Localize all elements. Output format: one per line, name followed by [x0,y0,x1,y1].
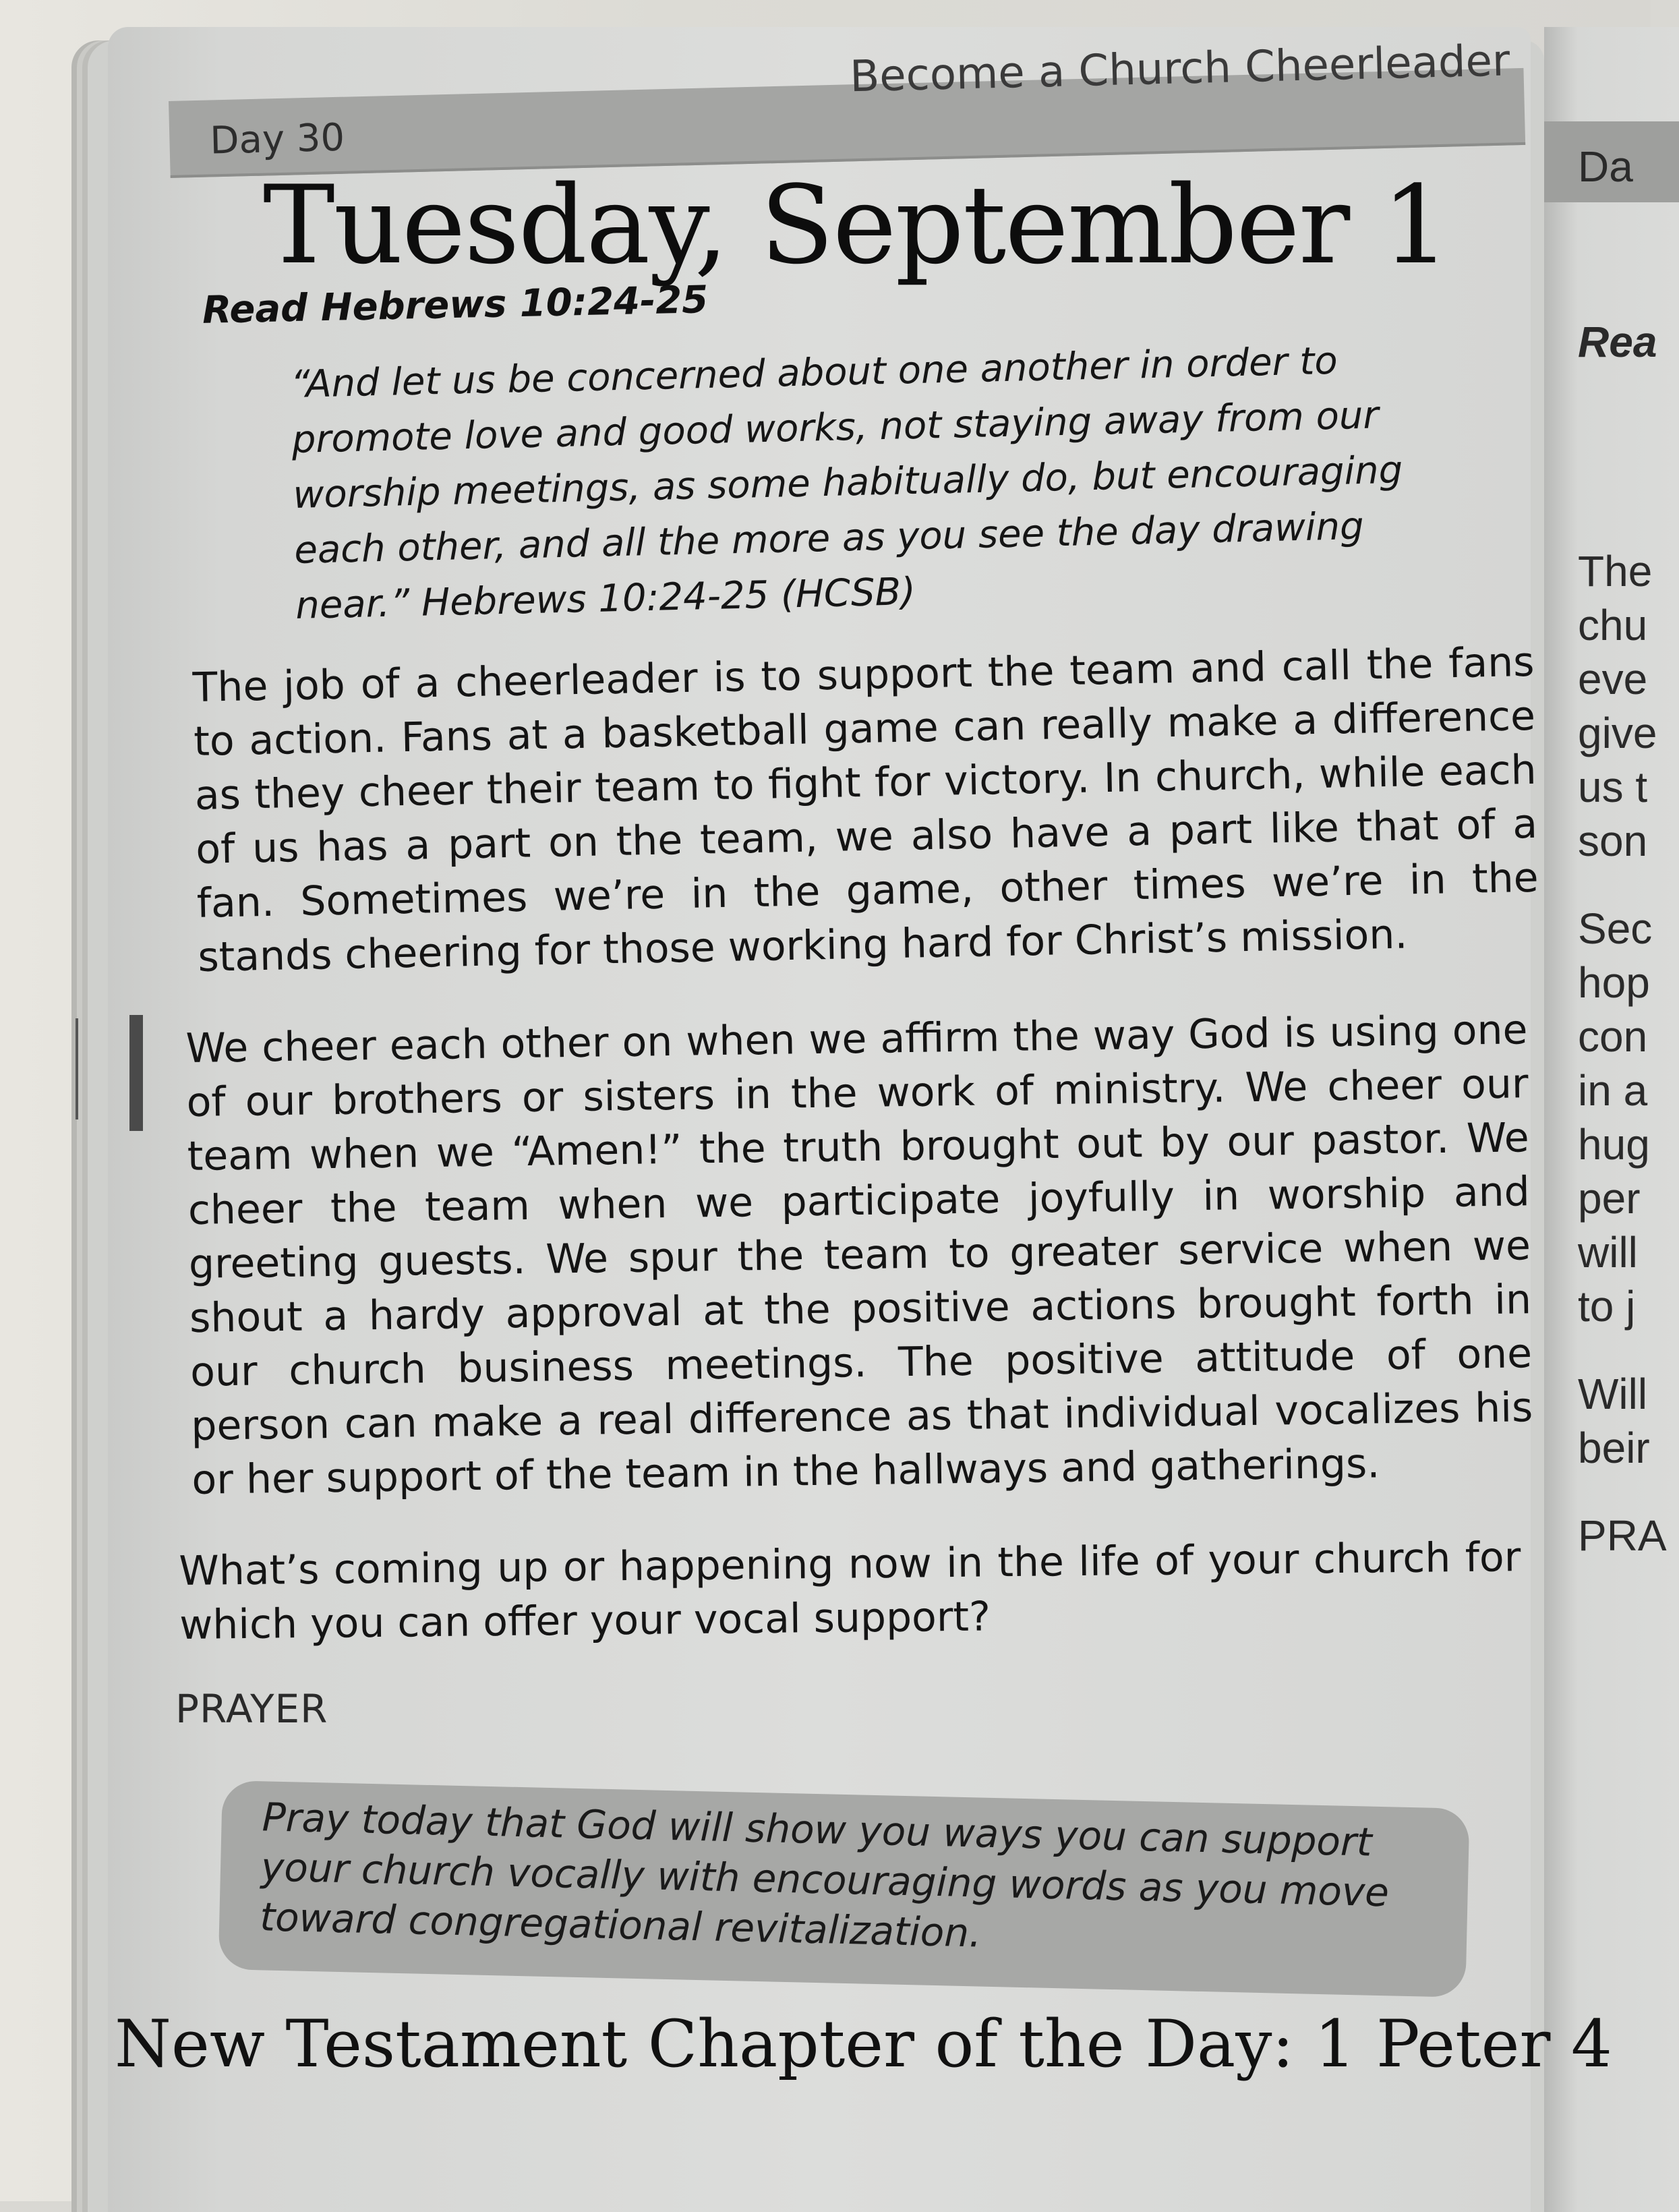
date-title: Tuesday, September 1 [263,162,1449,288]
prayer-box [218,1780,1470,1998]
next-page-line: us t [1578,763,1648,811]
next-page-line: hop [1578,958,1650,1007]
next-page-line: The [1578,547,1653,595]
next-page-line: will [1578,1228,1638,1277]
paragraph-we-cheer: We cheer each other on when we affirm the way God is using one of our brothers or sisters in the work of ministry. We cheer our team when we “Amen!” the truth brought out by our pastor. We cheer the team when we participate joyfully in worship and greeting guests. We spur the team to greater service when we shout a hardy approval at the positive actions brought forth in our church business meetings. The positive attitude of one person can make a real difference as that individual vocalizes his or her support of the team in the hallways and gatherings. [185,1006,1533,1504]
chapter-title: Become a Church Cheerleader [849,36,1511,103]
next-page-line: hug [1578,1120,1650,1169]
prayer-text: Pray today that God will show you ways you can support your church vocally with encouraging words as you move toward congregational revitalization. [259,1794,1390,1956]
paragraph-question: What’s coming up or happening now in the life of your church for which you can offer your vocal support? [179,1534,1521,1649]
margin-marker [129,1015,143,1131]
next-page-line: Sec [1578,904,1653,953]
next-page-line: per [1578,1174,1641,1223]
next-page-line: in a [1578,1066,1648,1115]
next-page-line: Will [1578,1370,1648,1418]
page-edge-mark [76,1018,78,1119]
next-page-line: beir [1578,1424,1650,1472]
paragraph-cheerleader: The job of a cheerleader is to support the team and call the fans to action. Fans at a basketball game can really make a difference as they cheer their team to fight for victory. In church, while each of us has a part on the team, we also have a part like that of a fan. Sometimes we’re in the game, other times we’re in the stands cheering for those working hard for Christ’s mission. [192,638,1539,981]
next-page-line: to j [1578,1282,1636,1331]
next-page-line: con [1578,1012,1648,1061]
reading-reference: Read Hebrews 10:24-25 [202,278,709,332]
next-page-header: Da [1578,142,1633,191]
day-label: Day 30 [209,115,345,163]
next-page-line: eve [1578,655,1648,703]
next-page-reading: Rea [1578,318,1657,366]
next-page-line: son [1578,817,1648,865]
next-page-prayer-label: PRA [1578,1511,1667,1560]
next-page [1544,27,1679,2212]
prayer-label: PRAYER [175,1686,328,1732]
next-page-line: give [1578,709,1657,757]
chapter-of-the-day: New Testament Chapter of the Day: 1 Peter 4 [115,2006,1612,2082]
scripture-quote: “And let us be concerned about one another in order to promote love and good works, not staying away from our worship meetings, as some habitually do, but encouraging each other, and all the more as you see the day drawing near.” Hebrews 10:24-25 (HCSB) [290,339,1403,628]
next-page-line: chu [1578,601,1648,649]
